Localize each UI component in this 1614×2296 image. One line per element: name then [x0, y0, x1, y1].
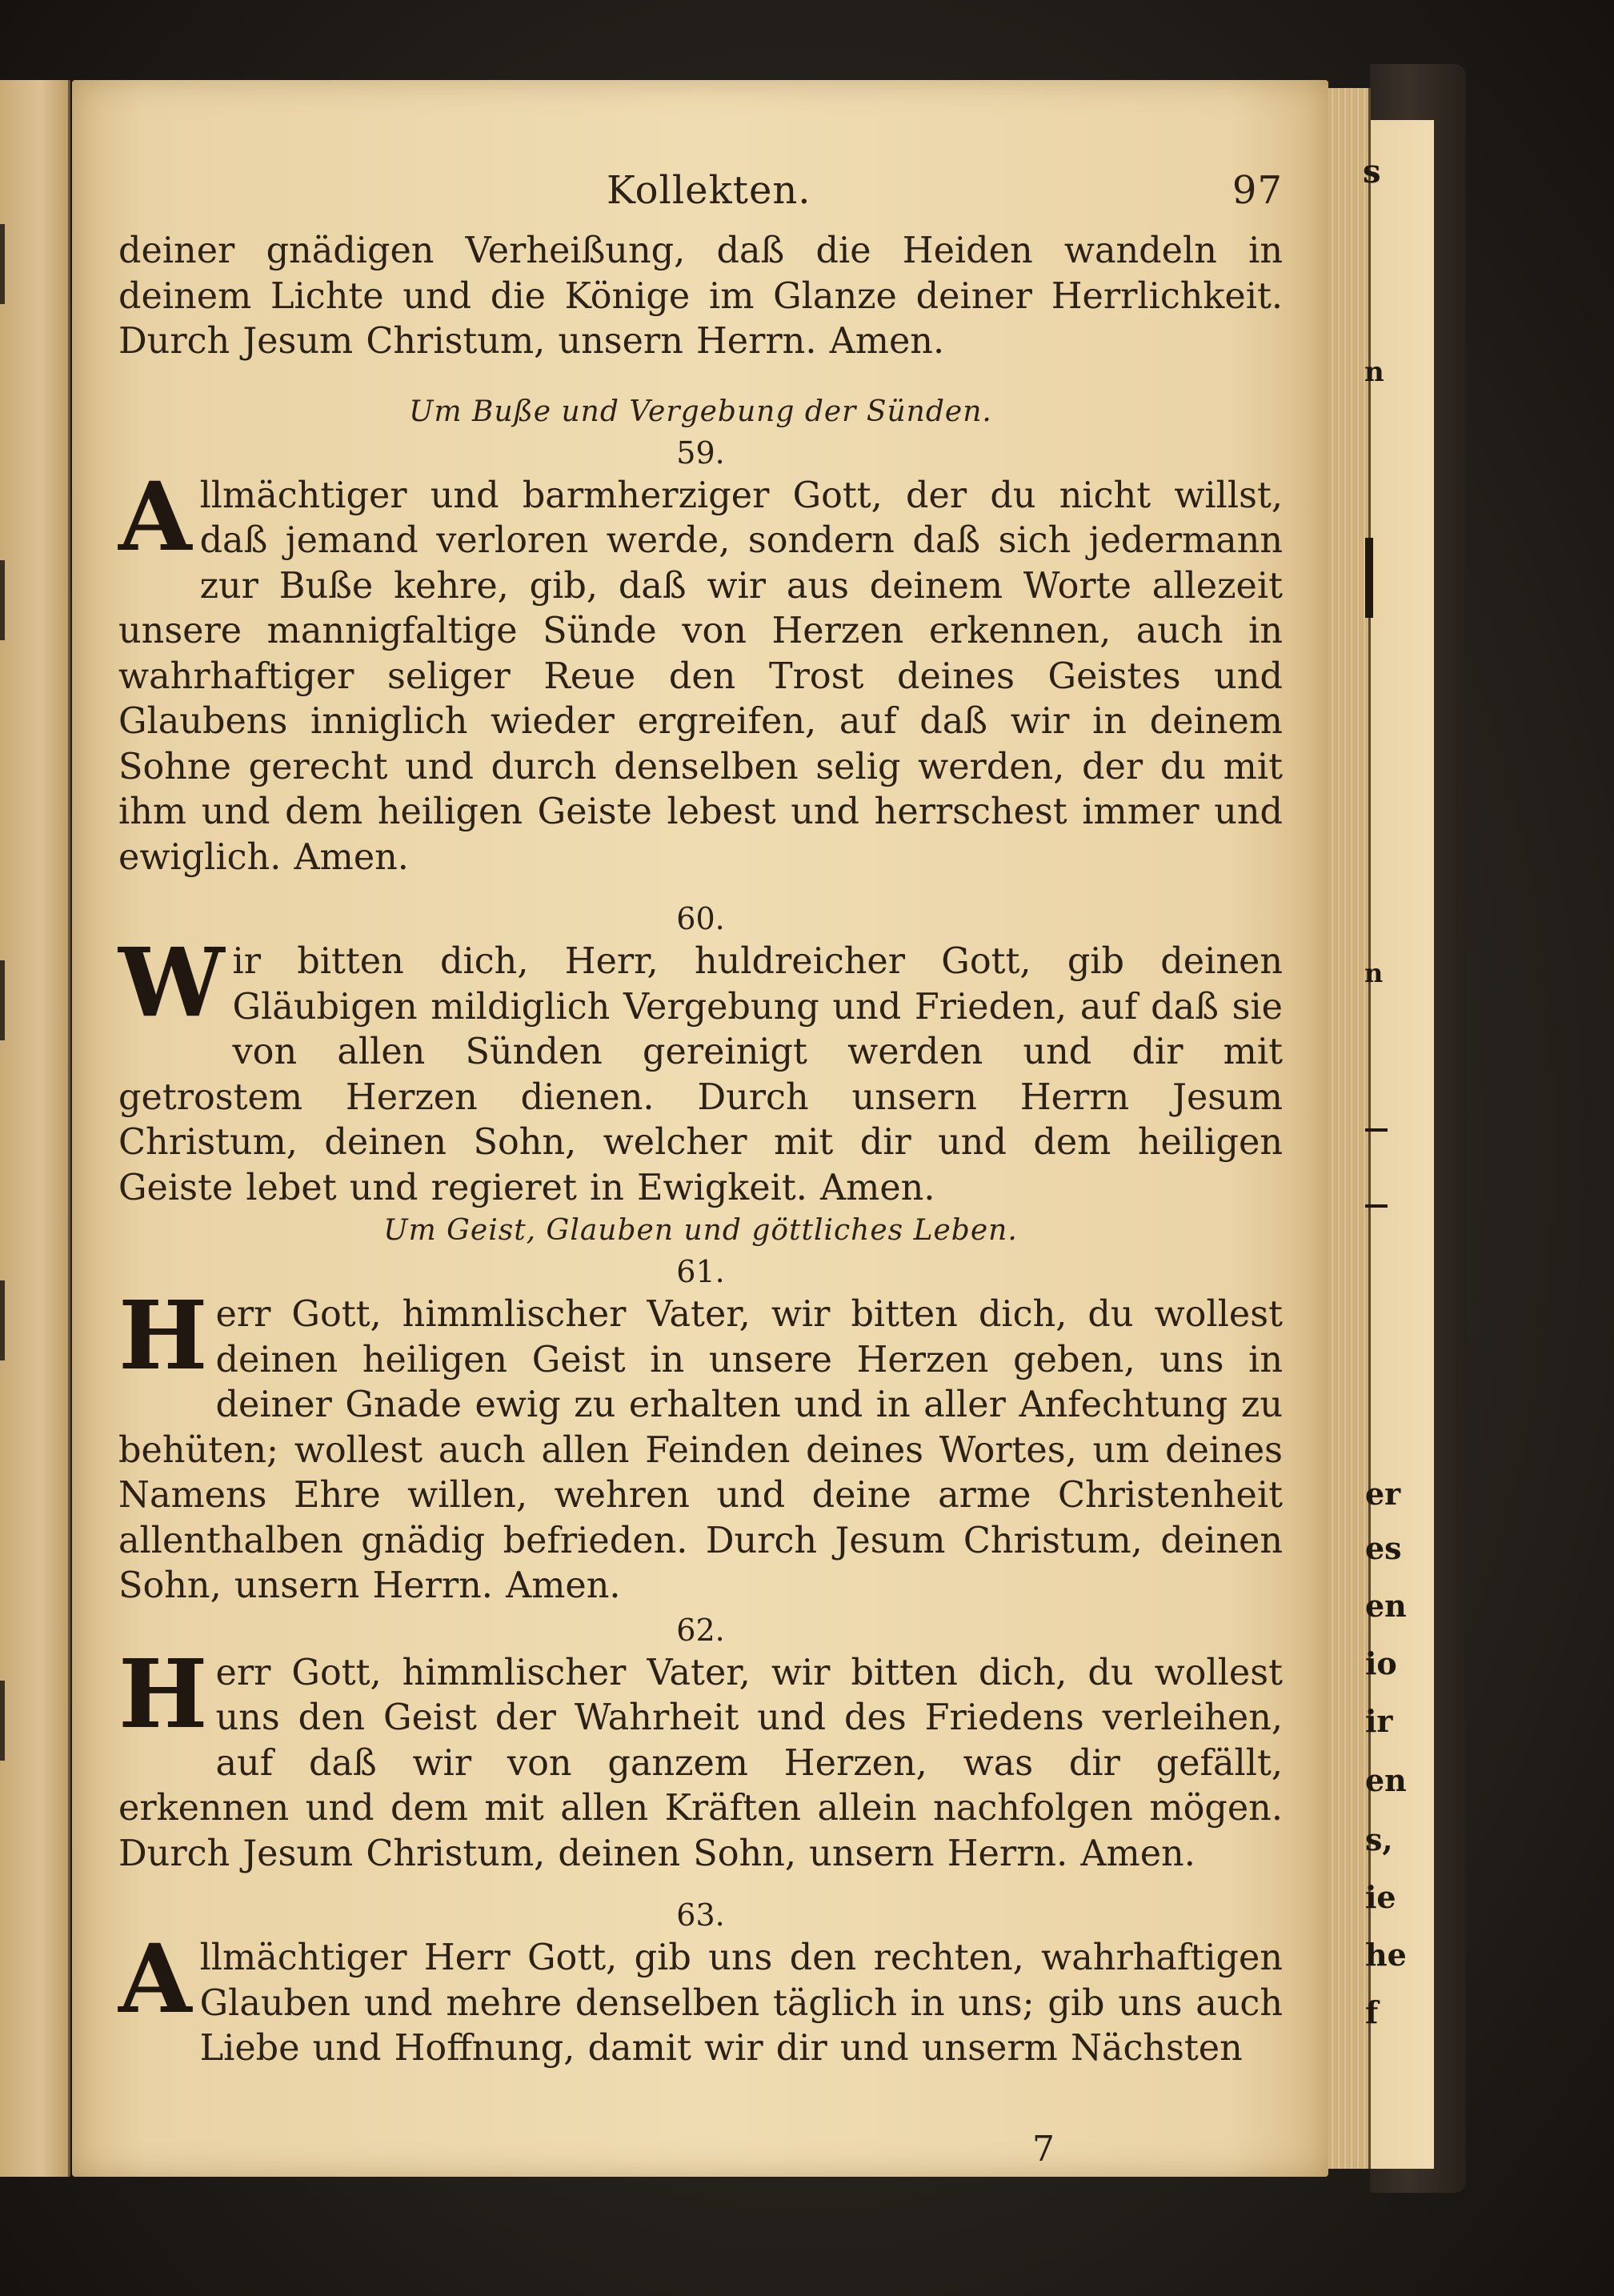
drop-cap: W — [118, 927, 225, 1038]
edge-fragment: s, — [1365, 1821, 1393, 1857]
drop-cap: H — [118, 1637, 208, 1749]
previous-page-edge — [0, 80, 70, 2177]
edge-fragment: er — [1365, 1476, 1401, 1512]
prayer-text: err Gott, himmlischer Vater, wir bitten dich, du wollest deinen heiligen Geist in unsere Herzen geben, uns in deiner Gnade ewig zu erhalten und in aller Anfechtung zu behüten; wollest auch allen Feinden deines Wortes, um deines Namens Ehre willen, wehren und deine arme Christenheit allenthalben gnädig befrieden. Durch Jesum Christum, deinen Sohn, unsern Herrn. Amen. — [118, 1294, 1283, 1606]
edge-fragment: n — [1364, 356, 1384, 388]
section-heading: Um Buße und Vergebung der Sünden. — [409, 395, 992, 428]
page-number: 97 — [1232, 168, 1283, 213]
drop-cap: H — [118, 1280, 208, 1391]
prayer-number: 60. — [676, 901, 725, 936]
edge-fragment: en — [1365, 1762, 1407, 1798]
prayer-62 — [118, 1637, 1283, 1877]
edge-fragment: io — [1365, 1645, 1397, 1681]
prayer-text: llmächtiger Herr Gott, gib uns den rechten, wahrhaftigen Glauben und mehre denselben täglich in uns; gib uns auch Liebe und Hoffnung, damit wir dir und unserm Nächsten — [199, 1937, 1283, 2069]
edge-mark — [1365, 538, 1373, 618]
edge-fragment: ie — [1365, 1879, 1396, 1915]
prayer-63 — [118, 1923, 1283, 2072]
edge-fragment: en — [1365, 1588, 1407, 1624]
drop-cap: A — [118, 1923, 192, 2034]
drop-cap: A — [118, 460, 192, 572]
running-header — [118, 168, 1283, 229]
prayer-text: ir bitten dich, Herr, huldreicher Gott, gib deinen Gläubigen mildiglich Vergebung und Frieden, auf daß sie von allen Sünden gereinigt werden und dir mit getrostem Herzen dienen. Durch unsern Herrn Jesum Christum, deinen Sohn, welcher mit dir und dem heiligen Geiste lebet und regieret in Ewigkeit. Amen. — [118, 941, 1283, 1208]
next-page-edge — [1370, 120, 1434, 2169]
edge-mark — [1365, 1204, 1388, 1208]
signature-mark: 7 — [1032, 2129, 1055, 2170]
edge-fragment: f — [1365, 1994, 1379, 2030]
prayer-text: err Gott, himmlischer Vater, wir bitten dich, du wollest uns den Geist der Wahrheit und des Friedens verleihen, auf daß wir von ganzem Herzen, was dir gefällt, erkennen und dem mit allen Kräften allein nachfolgen mögen. Durch Jesum Christum, deinen Sohn, unsern Herrn. Amen. — [118, 1652, 1283, 1874]
prayer-60 — [118, 927, 1283, 1211]
prayer-61 — [118, 1280, 1283, 1609]
edge-fragment: ir — [1365, 1703, 1393, 1739]
prayer-number: 61. — [676, 1254, 725, 1289]
edge-mark — [1365, 1128, 1388, 1132]
edge-fragment: n — [1364, 958, 1384, 988]
prayer-number: 63. — [676, 1897, 725, 1933]
continued-prayer: deiner gnädigen Verheißung, daß die Heiden wandeln in deinem Lichte und die Könige im Glanze deiner Herrlichkeit. Durch Jesum Christum, unsern Herrn. Amen. — [118, 230, 1283, 362]
section-heading: Um Geist, Glauben und göttliches Leben. — [383, 1214, 1018, 1247]
prayer-number: 62. — [676, 1612, 725, 1648]
edge-fragment: s — [1363, 153, 1381, 190]
edge-fragment: es — [1365, 1530, 1402, 1566]
running-title: Kollekten. — [607, 168, 811, 213]
prayer-59 — [118, 460, 1283, 881]
prayer-text: llmächtiger und barmherziger Gott, der du nicht willst, daß jemand verloren werde, sondern daß sich jedermann zur Buße kehre, gib, daß wir aus deinem Worte allezeit unsere mannigfaltige Sünde von Herzen erkennen, auch in wahrhaftiger seliger Reue den Trost deines Geistes und Glaubens inniglich wieder ergreifen, auf daß wir in deinem Sohne gerecht und durch denselben selig werden, der du mit ihm und dem heiligen Geiste lebest und herrschest immer und ewiglich. Amen. — [118, 475, 1283, 878]
prayer-number: 59. — [676, 435, 725, 471]
page-text — [118, 168, 1283, 2072]
edge-fragment: he — [1365, 1937, 1407, 1973]
